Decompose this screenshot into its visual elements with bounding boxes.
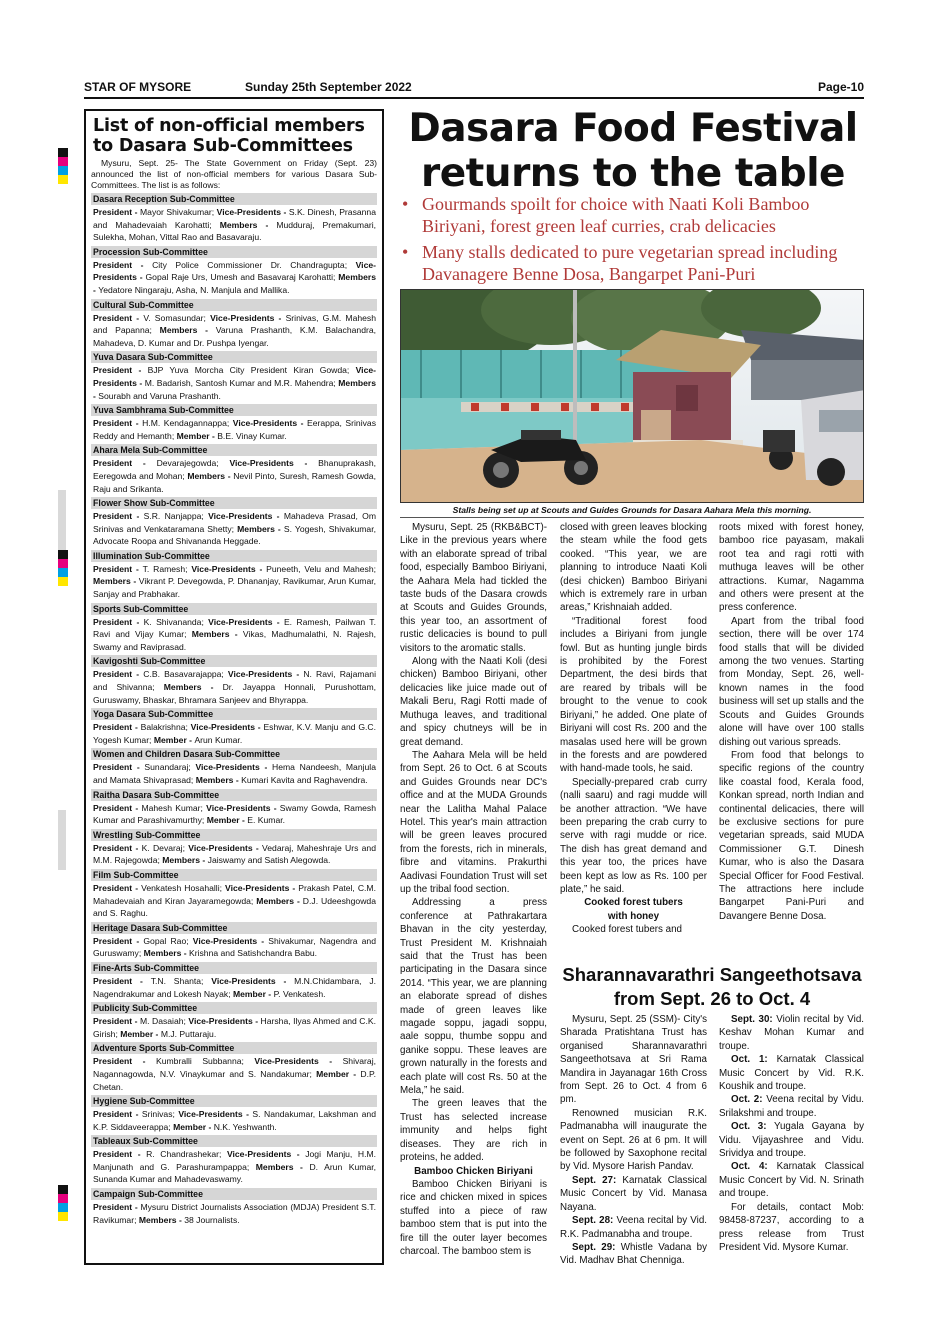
committee-name: Ahara Mela Sub-Committee (91, 444, 377, 456)
registration-marks-top (58, 148, 68, 184)
committee-name: Procession Sub-Committee (91, 246, 377, 258)
committee-members: President - Balakrishna; Vice-Presidents - Eshwar, K.V. Manju and G.C. Yogesh Kumar; Member - Arun Kumar. (93, 722, 376, 745)
committee-name: Raitha Dasara Sub-Committee (91, 789, 377, 801)
committee-section (91, 708, 377, 747)
caption-rule (400, 517, 864, 518)
bullet-icon: • (402, 242, 409, 262)
committee-name: Kavigoshti Sub-Committee (91, 655, 377, 667)
highlight-item: • Many stalls dedicated to pure vegetarian spread including Davanagere Benne Dosa, Bangarpet Pani-Puri (402, 242, 838, 284)
committee-members: President - Devarajegowda; Vice-Presidents - Bhanuprakash, Eeregowda and Mohan; Members - Nevil Pinto, Suresh, Ramesh Gowda, Raju and Srikanta. (93, 458, 376, 494)
list-intro: Mysuru, Sept. 25- The State Government on Friday (Sept. 23) announced the list of non-official members for various Dasara Sub-Committees. The list is as follows: (91, 158, 377, 190)
committee-section (91, 1188, 377, 1227)
registration-marks-bottom (58, 1185, 68, 1221)
committee-section (91, 550, 377, 602)
committee-section (91, 404, 377, 443)
committee-section (91, 789, 377, 828)
committee-name: Hygiene Sub-Committee (91, 1095, 377, 1107)
committee-name: Heritage Dasara Sub-Committee (91, 922, 377, 934)
sangeethotsava-column-2 (719, 1013, 864, 1254)
committee-members: President - BJP Yuva Morcha City President Kiran Gowda; Vice-Presidents - M. Badarish, Santosh Kumar and M.R. Mahendra; Members - Sourabh and Varuna Prashanth. (93, 365, 376, 401)
committee-members: President - M. Dasaiah; Vice-Presidents - Harsha, Ilyas Ahmed and C.K. Girish; Member - M.J. Puttaraju. (93, 1016, 376, 1039)
paragraph: Specially-prepared crab curry (nalli saaru) and ragi mudde will be another attraction. “We have been preparing the crab curry to serve with ragi mudde or rice. The dish has great demand and this year too, the prices have been kept as low as Rs. 100 per plate,” he said. (560, 776, 707, 895)
committee-section (91, 193, 377, 245)
committee-section (91, 497, 377, 549)
masthead (84, 80, 864, 96)
committee-name: Sports Sub-Committee (91, 603, 377, 615)
schedule-item: Oct. 4: Karnatak Classical Music Concert by Vid. N. Srinath and troupe. (719, 1161, 864, 1200)
issue-date: Sunday 25th September 2022 (245, 80, 412, 94)
committee-members: President - T. Ramesh; Vice-Presidents - Puneeth, Velu and Mahesh; Members - Vikrant P. Devegowda, P. Dhananjay, Ravikumar, Arun Kumar, Sanjay and Prabhakar. (93, 563, 377, 600)
committee-name: Women and Children Dasara Sub-Committee (91, 748, 377, 760)
paragraph: closed with green leaves blocking the steam while the food gets cooked. “This year, we are planning to introduce Naati Koli (desi chicken) Bamboo Biriyani which is extremely rare in urban areas,” Krishnaiah added. (560, 522, 707, 614)
paragraph: From food that belongs to specific regions of the country like coastal food, Kerala food, Konkan spread, north Indian and continental delicacies, there will be exclusive sections for pure vegetarian spreads, said MUDA Commissioner G.T. Dinesh Kumar, who is also the Dasara Special Officer for Food Festival. The attractions here include Bangarpet Pani-Puri and Davangere Benne Dosa. (719, 749, 864, 922)
committee-section (91, 922, 377, 961)
photo-illustration (401, 290, 864, 503)
committee-members: President - Mysuru District Journalists Association (MDJA) President S.T. Ravikumar; Members - 38 Journalists. (93, 1202, 376, 1225)
committee-members: President - Sunandaraj; Vice-Presidents - Hema Nandeesh, Manjula and Mamata Shivaprasad; Members - Kumari Kavita and Raghavendra. (93, 762, 376, 785)
paragraph: Bamboo Chicken Biriyani is rice and chicken mixed in spices stuffed into a piece of raw bamboo stem that is put into the fire till the outer layer becomes charcoal. The bamboo stem is (400, 1178, 547, 1257)
committee-members: President - Gopal Rao; Vice-Presidents - Shivakumar, Nagendra and Guruswamy; Members - Krishna and Satishchandra Babu. (93, 935, 376, 959)
paragraph: Addressing a press conference at Pathrakartara Bhavan in the city yesterday, Trust President M. Krishnaiah said that the Trust has been participating in the Dasara since 2014. “This year, we are planning an elaborate spread of dishes made of green leaves like magade soppu, jagadi soppu, aale soppu, thumbe soppu and ganike soppu. These leaves are grown naturally in the forests and each plate will cost Rs. 50 at the Mela,” he said. (400, 897, 547, 1097)
committee-members: President - V. Somasundar; Vice-Presidents - Srinivas, G.M. Mahesh and Papanna; Members - Varuna Prashanth, K.M. Balachandra, Mahadeva, D. Kumar and Dr. Pushpa Iyengar. (93, 312, 377, 348)
photo-caption: Stalls being set up at Scouts and Guides Grounds for Dasara Aahara Mela this morning. (452, 505, 812, 515)
committee-members: President - Mayor Shivakumar; Vice-Presidents - S.K. Dinesh, Prasanna and Mahadevaiah Karohatti; Members - Mudduraj, Premakumari, Sulekha, Mohan, Vittal Rao and Basavaraju. (93, 207, 377, 243)
food-stall-photo (400, 289, 864, 503)
bullet-icon: • (402, 194, 409, 214)
registration-marks-mid (58, 490, 68, 586)
committee-section (91, 748, 377, 787)
committee-section (91, 1042, 377, 1094)
committee-section (91, 603, 377, 655)
committee-members: President - Mahesh Kumar; Vice-Presidents - Swamy Gowda, Ramesh Kumar and Parashivamurthy; Member - E. Kumar. (93, 802, 376, 826)
paragraph: Mysuru, Sept. 25 (RKB&BCT)- Like in the previous years where with an elaborate spread of tribal food, especially Bamboo Biriyani, the Aahara Mela had tickled the taste buds of the Dasara crowds at Scouts and Guides Grounds, this year too, an assortment of rustic delicacies is bound to pull visitors to the aromatic stalls. (400, 522, 547, 654)
schedule-item: Oct. 3: Yugala Gayana by Vidu. Vijayashree and Vidu. Srividya and troupe. (719, 1121, 864, 1160)
list-title: List of non-official members to Dasara Sub-Committees (93, 116, 365, 156)
committee-section (91, 444, 377, 496)
schedule-item: Oct. 1: Karnatak Classical Music Concert by Vid. R.K. Koushik and troupe. (719, 1054, 864, 1093)
committee-section (91, 1002, 377, 1041)
committee-section (91, 299, 377, 351)
committee-members: President - Srinivas; Vice-Presidents - S. Nandakumar, Lakshman and K.P. Siddaveerappa; Member - N.K. Yeshwanth. (93, 1109, 376, 1132)
committee-members: President - H.M. Kendagannappa; Vice-Presidents - Eerappa, Srinivas Reddy and Hemanth; Member - B.E. Vinay Kumar. (93, 418, 376, 441)
subheading: with honey (607, 910, 660, 922)
committee-name: Illumination Sub-Committee (91, 550, 377, 562)
paragraph: “Traditional forest food includes a Biriyani from jungle fowl. But as hunting jungle birds is prohibited by the Forest Department, the desi birds that are reared by tribals will be brought to the venue to cook Biriyani,” he added. One plate of Biriyani will cost Rs. 200 and the masalas used here will be grown in the forests and are powdered with hand-made tools, he said. (560, 615, 707, 775)
paragraph: roots mixed with forest honey, bamboo rice payasam, makali root tea and ragi rotti with muthuga leaves will be other attractions. Kumar, Nagamma and others were present at the press conference. (719, 522, 864, 614)
committee-name: Publicity Sub-Committee (91, 1002, 377, 1014)
committee-name: Yuva Dasara Sub-Committee (91, 351, 377, 363)
committee-name: Cultural Sub-Committee (91, 299, 377, 311)
article-headline: Dasara Food Festival returns to the table (408, 106, 858, 196)
article-column-1 (400, 521, 547, 1258)
paragraph: Cooked forest tubers and (572, 924, 683, 936)
committee-name: Adventure Sports Sub-Committee (91, 1042, 377, 1054)
committee-section (91, 246, 377, 298)
committee-section (91, 1135, 377, 1187)
committee-section (91, 962, 377, 1001)
committee-members: President - Venkatesh Hosahalli; Vice-Presidents - Prakash Patel, C.M. Mahadevaiah and Kiran Jayaramegowda; Members - D.J. Udeeshgowda and S. Raghu. (93, 882, 376, 919)
committee-list-box (84, 109, 384, 1265)
committee-members: President - Kumbralli Subbanna; Vice-Presidents - Shivaraj, Nagannagowda, N.V. Vinaykumar and S. Nandakumar; Member - D.P. Chetan. (93, 1056, 376, 1092)
registration-marks-low (58, 810, 68, 870)
committee-members: President - T.N. Shanta; Vice-Presidents - M.N.Chidambara, J. Nagendrakumar and Lokesh Nayak; Member - P. Venkatesh. (93, 975, 376, 999)
subheading: Cooked forest tubers (584, 897, 683, 909)
schedule-item: Sept. 29: Whistle Vadana by Vid. Madhav Bhat Chenniga. (560, 1241, 707, 1267)
committee-members: President - S.R. Nanjappa; Vice-Presidents - Mahadeva Prasad, Om Srinivas and Venkataramana Shetty; Members - S. Yogesh, Shivakumar, Advocate Roopa and Shivananda Heggade. (93, 511, 376, 547)
committee-section (91, 829, 377, 868)
committee-name: Tableaux Sub-Committee (91, 1135, 377, 1147)
paragraph: Renowned musician R.K. Padmanabha will inaugurate the event on Sept. 26 at 6 pm. It will be followed by Saxophone recital by Vid. Mysore Harish Pandav. (560, 1107, 707, 1173)
paragraph: The green leaves that the Trust has selected increase immunity and helps fight diseases. They are rich in proteins, he added. (400, 1098, 547, 1164)
committee-members: President - K. Devaraj; Vice-Presidents - Vedaraj, Maheshraje Urs and M.M. Rajegowda; Members - Jaiswamy and Satish Alegowda. (93, 842, 376, 866)
committee-section (91, 1095, 377, 1134)
highlight-item: • Gourmands spoilt for choice with Naati Koli Bamboo Biriyani, forest green leaf curries, crab delicacies (402, 194, 810, 236)
paper-name: STAR OF MYSORE (84, 80, 192, 94)
committee-name: Dasara Reception Sub-Committee (91, 193, 377, 205)
committee-name: Campaign Sub-Committee (91, 1188, 377, 1200)
masthead-rule (84, 97, 864, 99)
committee-name: Yuva Sambhrama Sub-Committee (91, 404, 377, 416)
committee-name: Flower Show Sub-Committee (91, 497, 377, 509)
committee-name: Wrestling Sub-Committee (91, 829, 377, 841)
article-column-2 (560, 521, 707, 937)
schedule-item: Sept. 30: Violin recital by Vid. Keshav Mohan Kumar and troupe. (719, 1014, 864, 1052)
article-column-3 (719, 521, 864, 923)
sangeethotsava-headline: Sharannavarathri Sangeethotsava from Sept. 26 to Oct. 4 (562, 964, 862, 1009)
committee-name: Yoga Dasara Sub-Committee (91, 708, 377, 720)
committee-members: President - C.B. Basavarajappa; Vice-Presidents - N. Ravi, Rajamani and Shivanna; Members - Dr. Jayappa Honnali, Purushottam, Guruswamy, Bhaskar, Bhramara Sanjeev and Bhyrappa. (93, 669, 376, 705)
committee-name: Fine-Arts Sub-Committee (91, 962, 377, 974)
paragraph: For details, contact Mob: 98458-87237, according to a press release from Trust President Vid. Mysore Kumar. (719, 1201, 864, 1253)
committee-section (91, 655, 377, 707)
committee-section (91, 869, 377, 921)
subheading: Bamboo Chicken Biriyani (414, 1165, 533, 1177)
schedule-item: Oct. 2: Veena recital by Vidu. Srilakshmi and troupe. (719, 1094, 864, 1119)
paragraph: Mysuru, Sept. 25 (SSM)- City's Sharada Pratishtana Trust has organised Sharannavarathri Sangeethotsava at Sri Rama Mandira in Jayanagar 16th Cross from Sept. 26 to Oct. 4 from 6 pm. (560, 1014, 707, 1106)
schedule-item: Sept. 27: Karnatak Classical Music Concert by Vid. Manasa Nayana. (560, 1174, 707, 1213)
sangeethotsava-column-1 (560, 1013, 707, 1268)
schedule-item: Sept. 28: Veena recital by Vid. R.K. Padmanabha and troupe. (560, 1215, 707, 1240)
committee-list (91, 193, 377, 1227)
committee-name: Film Sub-Committee (91, 869, 377, 881)
committee-members: President - K. Shivananda; Vice-Presidents - E. Ramesh, Pailwan T. Ravi and Vijay Kumar; Members - Vikas, Madhumalathi, N. Rajesh, Swamy and Raviprasad. (93, 616, 376, 652)
committee-members: President - R. Chandrashekar; Vice-Presidents - Jogi Manju, H.M. Manjunath and G. Parashurampappa; Members - D. Arun Kumar, Sunanda Kumar and Mahadevaswamy. (93, 1149, 376, 1185)
page-number: Page-10 (817, 80, 864, 94)
article-highlights (400, 193, 870, 289)
paragraph: The Aahara Mela will be held from Sept. 26 to Oct. 6 at Scouts and Guides Grounds near DC's office and at the MUDA Grounds near the Lalitha Mahal Palace Hotel. This year's main attraction will be green leaves procured from the forests, rich in minerals, fibre and vitamins. Prakurthi Aadivasi Foundation Trust will set up the tribal food section. (400, 749, 547, 895)
committee-section (91, 351, 377, 403)
paragraph: Apart from the tribal food section, there will be over 174 food stalls that will be divided among the two venues. Starting from Monday, Sept. 26, well-known names in the food business will set up stalls and the Scouts and Guides Grounds alone will have over 100 stalls dishing out various spreads. (719, 615, 864, 748)
committee-members: President - City Police Commissioner Dr. Chandragupta; Vice-Presidents - Gopal Raje Urs, Umesh and Basavaraj Karohatti; Members - Yedatore Ningaraju, Asha, N. Manjula and Mallika. (93, 259, 376, 295)
paragraph: Along with the Naati Koli (desi chicken) Bamboo Biriyani, other delicacies like juice made out of Makali Beru, Ragi Rotti made of Muthuga leaves, and traditional and spicy chutneys will be in great demand. (400, 656, 547, 748)
